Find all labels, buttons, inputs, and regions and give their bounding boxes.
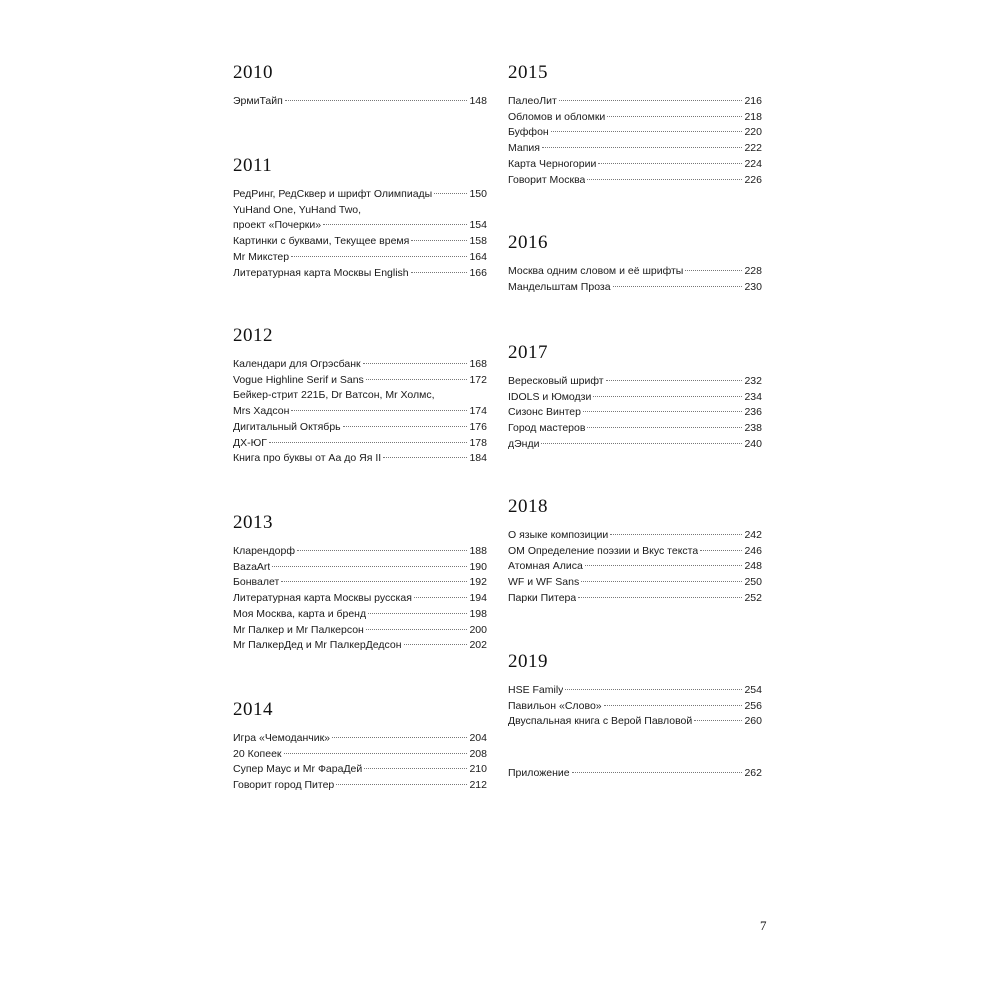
toc-entry-title: Литературная карта Москвы русская (233, 592, 412, 605)
toc-entry-title: Календари для Огрэсбанк (233, 358, 361, 370)
toc-entry-title: О языке композиции (508, 529, 609, 541)
toc-entry-page: 198 (469, 607, 487, 620)
toc-entry-page: 176 (469, 420, 487, 433)
toc-entry-page: 222 (744, 142, 762, 155)
toc-entry[interactable] (508, 405, 762, 421)
toc-entry-title: Игра «Чемоданчик» (233, 732, 331, 744)
toc-entry-title: IDOLS и Юмодзи (508, 390, 592, 403)
dot-leader (581, 581, 742, 582)
toc-entry[interactable] (233, 607, 487, 623)
dot-leader (414, 597, 468, 598)
dot-leader (336, 784, 467, 785)
toc-entry-title: Атомная Алиса (508, 560, 583, 573)
toc-entry[interactable] (508, 575, 762, 591)
toc-entry-page: 216 (744, 95, 762, 107)
toc-entry[interactable] (508, 528, 762, 544)
toc-entry[interactable] (233, 266, 487, 282)
toc-entry-page: 158 (469, 235, 487, 248)
toc-entry-page: 252 (744, 591, 762, 604)
toc-entry-page: 226 (744, 173, 762, 186)
toc-entry[interactable] (233, 638, 487, 654)
toc-entry-page: 200 (469, 623, 487, 636)
toc-entry-title: Моя Москва, карта и бренд (233, 607, 367, 620)
toc-entry-title: Парки Питера (508, 591, 577, 604)
toc-entry-page: 190 (469, 560, 487, 573)
toc-entry-page: 202 (469, 639, 487, 652)
dot-leader (366, 629, 468, 630)
toc-entry-page: 178 (469, 436, 487, 449)
toc-entry-title: Mrs Хадсон (233, 405, 290, 418)
toc-entry-title: WF и WF Sans (508, 576, 580, 589)
toc-entry-page: 210 (469, 763, 487, 776)
toc-entry[interactable] (508, 110, 762, 126)
toc-entry-page: 262 (744, 767, 762, 779)
toc-entry-page: 256 (744, 699, 762, 712)
toc-section (233, 512, 487, 654)
dot-leader (291, 256, 467, 257)
dot-leader (291, 410, 467, 411)
toc-entry-title: ПалеоЛит (508, 95, 557, 107)
dot-leader (404, 644, 468, 645)
toc-entry-page: 230 (744, 280, 762, 293)
toc-entry-page: 242 (744, 529, 762, 541)
toc-entry[interactable] (233, 762, 487, 778)
toc-entry[interactable] (508, 437, 762, 453)
toc-entry-page: 248 (744, 560, 762, 573)
toc-entry[interactable] (233, 250, 487, 266)
toc-entry-title: Mr Палкер и Mr Палкерсон (233, 623, 364, 636)
dot-leader (364, 768, 467, 769)
toc-entry-title: Павильон «Слово» (508, 699, 602, 712)
toc-entry-page: 148 (469, 95, 487, 107)
dot-leader (598, 163, 742, 164)
toc-entry[interactable] (233, 451, 487, 467)
toc-section (233, 699, 487, 794)
toc-entry-page: 208 (469, 747, 487, 760)
year-heading: 2013 (233, 512, 273, 533)
toc-entry-page: 168 (469, 358, 487, 370)
dot-leader (542, 147, 743, 148)
toc-entry-page: 188 (469, 545, 487, 557)
dot-leader (411, 272, 468, 273)
toc-entry[interactable] (508, 125, 762, 141)
toc-section (508, 496, 762, 607)
toc-entry-page: 150 (469, 188, 487, 200)
dot-leader (613, 286, 743, 287)
toc-entry[interactable] (508, 173, 762, 189)
dot-leader (583, 411, 742, 412)
toc-entry[interactable] (233, 544, 487, 560)
toc-entry-title: Литературная карта Москвы English (233, 266, 409, 279)
toc-entry-title: Картинки с буквами, Текущее время (233, 235, 410, 248)
toc-entry-title: 20 Копеек (233, 747, 282, 760)
toc-section (508, 651, 762, 730)
toc-entry-title: HSE Family (508, 684, 564, 696)
toc-entry[interactable] (233, 731, 487, 747)
toc-section (508, 232, 762, 295)
dot-leader (700, 550, 742, 551)
toc-entry[interactable] (508, 766, 762, 782)
toc-entry[interactable] (508, 683, 762, 699)
toc-section (508, 62, 762, 188)
toc-entry-title: Дигитальный Октябрь (233, 420, 341, 433)
toc-section (233, 62, 487, 110)
toc-entry-page: 240 (744, 437, 762, 450)
toc-entry-page: 236 (744, 406, 762, 419)
dot-leader (607, 116, 742, 117)
dot-leader (685, 270, 742, 271)
dot-leader (606, 380, 743, 381)
toc-entry[interactable] (508, 421, 762, 437)
toc-entry-title-line: Бейкер-стрит 221Б, Dr Ватсон, Mr Холмс, (233, 389, 435, 402)
toc-entry[interactable] (233, 560, 487, 576)
dot-leader (541, 443, 742, 444)
toc-entry-page: 154 (469, 219, 487, 232)
toc-entry[interactable] (508, 559, 762, 575)
toc-entry[interactable] (508, 714, 762, 730)
dot-leader (383, 457, 467, 458)
year-heading: 2016 (508, 232, 548, 253)
toc-entry-page: 220 (744, 126, 762, 139)
year-heading: 2010 (233, 62, 273, 83)
dot-leader (272, 566, 467, 567)
year-heading: 2019 (508, 651, 548, 672)
year-heading: 2011 (233, 155, 273, 176)
toc-entry[interactable] (508, 544, 762, 560)
toc-entry[interactable] (233, 436, 487, 452)
toc-entry-title: Двуспальная книга с Верой Павловой (508, 715, 693, 728)
toc-entry-title: Обломов и обломки (508, 110, 606, 123)
dot-leader (694, 720, 742, 721)
toc-entry[interactable] (508, 157, 762, 173)
toc-entry-title: РедРинг, РедСквер и шрифт Олимпиады (233, 188, 433, 200)
toc-entry[interactable] (508, 94, 762, 110)
toc-entry[interactable] (233, 404, 487, 420)
toc-entry-page: 218 (744, 110, 762, 123)
toc-entry-title: Супер Маус и Mr ФараДей (233, 763, 363, 776)
toc-entry-title: Говорит город Питер (233, 779, 335, 792)
year-heading: 2017 (508, 342, 548, 363)
toc-entry-title: Мапия (508, 142, 540, 155)
dot-leader (368, 613, 467, 614)
toc-entry[interactable] (233, 623, 487, 639)
toc-entry-page: 234 (744, 390, 762, 403)
toc-section (233, 325, 487, 467)
dot-leader (593, 396, 742, 397)
toc-entry[interactable] (233, 778, 487, 794)
toc-entry[interactable] (233, 575, 487, 591)
toc-entry[interactable] (508, 591, 762, 607)
toc-section (508, 342, 762, 453)
toc-entry-page: 212 (469, 779, 487, 792)
dot-leader (332, 737, 467, 738)
toc-entry-title: Москва одним словом и её шрифты (508, 265, 684, 277)
dot-leader (297, 550, 467, 551)
dot-leader (366, 379, 468, 380)
dot-leader (585, 565, 743, 566)
dot-leader (587, 427, 742, 428)
dot-leader (411, 240, 467, 241)
dot-leader (281, 581, 467, 582)
toc-entry-page: 250 (744, 576, 762, 589)
dot-leader (284, 753, 468, 754)
toc-entry-title: Буффон (508, 126, 549, 139)
toc-entry[interactable] (508, 374, 762, 390)
dot-leader (434, 193, 467, 194)
toc-entry[interactable] (233, 747, 487, 763)
dot-leader (285, 100, 468, 101)
toc-entry[interactable] (508, 280, 762, 296)
dot-leader (604, 705, 743, 706)
toc-entry-title: Vogue Highline Serif и Sans (233, 373, 364, 386)
toc-entry-title: проект «Почерки» (233, 219, 322, 232)
toc-entry-page: 246 (744, 544, 762, 557)
dot-leader (587, 179, 742, 180)
toc-entry-title: Mr ПалкерДед и Mr ПалкерДедсон (233, 639, 402, 652)
toc-entry-title: дЭнди (508, 437, 540, 450)
toc-entry-title: Сизонс Винтер (508, 406, 581, 419)
toc-entry-title: OM Определение поэзии и Вкус текста (508, 544, 699, 557)
page-number: 7 (760, 918, 767, 933)
dot-leader (565, 689, 742, 690)
toc-entry[interactable] (508, 390, 762, 406)
toc-entry-page: 166 (469, 266, 487, 279)
year-heading: 2018 (508, 496, 548, 517)
toc-entry[interactable] (233, 591, 487, 607)
toc-entry[interactable] (233, 94, 487, 110)
toc-entry[interactable] (233, 187, 487, 203)
dot-leader (578, 597, 742, 598)
toc-entry-title: Город мастеров (508, 422, 586, 435)
toc-entry-page: 194 (469, 592, 487, 605)
toc-entry[interactable] (508, 141, 762, 157)
toc-entry-title: Вересковый шрифт (508, 375, 604, 387)
toc-entry-title: Мандельштам Проза (508, 280, 611, 293)
toc-section (233, 155, 487, 281)
toc-entry-title: Бонвалет (233, 576, 280, 589)
toc-entry[interactable] (233, 373, 487, 389)
dot-leader (323, 224, 467, 225)
toc-entry-title: Говорит Москва (508, 173, 586, 186)
toc-entry-title: BazaArt (233, 560, 271, 573)
dot-leader (559, 100, 743, 101)
toc-entry[interactable] (233, 234, 487, 250)
toc-entry-title: Приложение (508, 767, 570, 779)
toc-entry-title: ЭрмиТайп (233, 95, 283, 107)
dot-leader (551, 131, 743, 132)
toc-entry-title: Mr Микстер (233, 250, 290, 263)
toc-section (508, 766, 762, 782)
toc-entry-title: Кларендорф (233, 545, 296, 557)
toc-entry-page: 254 (744, 684, 762, 696)
toc-entry-page: 260 (744, 715, 762, 728)
toc-entry[interactable] (508, 264, 762, 280)
toc-entry[interactable] (233, 218, 487, 234)
dot-leader (343, 426, 468, 427)
toc-entry-page: 228 (744, 265, 762, 277)
toc-entry[interactable] (233, 357, 487, 373)
toc-entry-page: 224 (744, 157, 762, 170)
toc-entry-page: 172 (469, 373, 487, 386)
toc-entry-page: 192 (469, 576, 487, 589)
toc-entry-page: 204 (469, 732, 487, 744)
toc-entry[interactable] (508, 699, 762, 715)
toc-entry-title: Карта Черногории (508, 157, 597, 170)
toc-entry-title: ДХ-ЮГ (233, 436, 267, 449)
toc-entry-page: 238 (744, 422, 762, 435)
toc-entry-page: 164 (469, 250, 487, 263)
year-heading: 2012 (233, 325, 273, 346)
toc-entry-title-line: YuHand One, YuHand Two, (233, 203, 362, 216)
toc-entry-page: 232 (744, 375, 762, 387)
dot-leader (269, 442, 468, 443)
toc-entry[interactable] (233, 420, 487, 436)
toc-entry-title: Книга про буквы от Аа до Яя II (233, 452, 382, 465)
year-heading: 2015 (508, 62, 548, 83)
dot-leader (363, 363, 468, 364)
dot-leader (610, 534, 742, 535)
year-heading: 2014 (233, 699, 273, 720)
dot-leader (572, 772, 743, 773)
toc-entry-page: 184 (469, 452, 487, 465)
toc-entry-page: 174 (469, 405, 487, 418)
